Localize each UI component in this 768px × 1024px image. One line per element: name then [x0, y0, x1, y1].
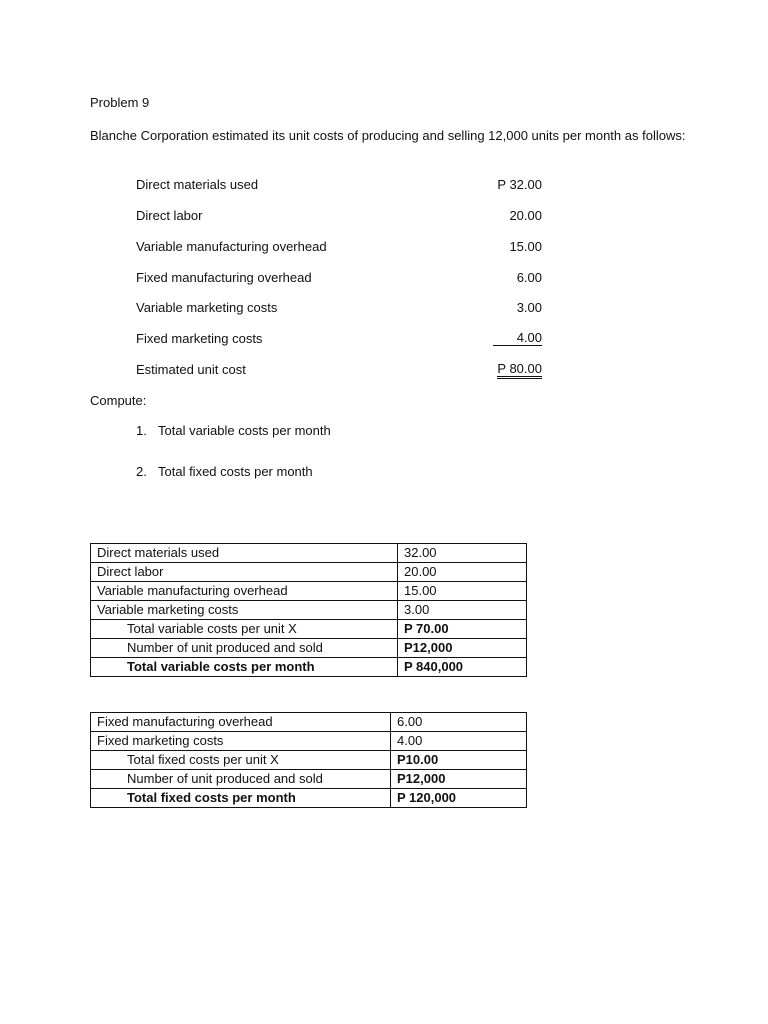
table-cell-label: Total fixed costs per unit X: [91, 751, 391, 770]
table-row: [91, 544, 527, 563]
table-cell-label: Total variable costs per unit X: [91, 620, 398, 639]
table-cell-label: Number of unit produced and sold: [91, 639, 398, 658]
table-row: [91, 639, 527, 658]
table-cell-amount: P 120,000: [391, 789, 527, 808]
unit-cost-label: Variable manufacturing overhead: [136, 239, 327, 254]
list-item-text: Total variable costs per month: [158, 423, 331, 438]
unit-cost-amount: P 32.00: [497, 177, 542, 192]
table-cell-amount: P 840,000: [398, 658, 527, 677]
table-row: [91, 582, 527, 601]
table-row: [91, 713, 527, 732]
table-cell-label: Variable marketing costs: [91, 601, 398, 620]
list-item-text: Total fixed costs per month: [158, 464, 313, 479]
table-row: [91, 751, 527, 770]
list-number: 1.: [136, 423, 147, 438]
table-row: [91, 770, 527, 789]
table-cell-label: Total fixed costs per month: [91, 789, 391, 808]
unit-cost-row: [0, 239, 768, 259]
unit-cost-label: Direct materials used: [136, 177, 259, 192]
table-cell-label: Fixed manufacturing overhead: [91, 713, 391, 732]
unit-cost-amount: 3.00: [516, 300, 542, 315]
table-cell-amount: 32.00: [398, 544, 527, 563]
table-cell-amount: 4.00: [391, 732, 527, 751]
table-row: [91, 563, 527, 582]
table-row: [91, 601, 527, 620]
unit-cost-row: [0, 208, 768, 228]
list-number: 2.: [136, 464, 147, 479]
table-cell-amount: P12,000: [398, 639, 527, 658]
table-cell-amount: 6.00: [391, 713, 527, 732]
compute-list-item: [136, 464, 313, 479]
unit-cost-amount: 4.00: [493, 331, 542, 346]
problem-intro: Blanche Corporation estimated its unit costs of producing and selling 12,000 units per month as follows:: [90, 128, 686, 143]
problem-title: Problem 9: [90, 95, 150, 110]
table-row: [91, 620, 527, 639]
unit-cost-amount: 6.00: [516, 270, 542, 285]
table-cell-label: Variable manufacturing overhead: [91, 582, 398, 601]
table-cell-amount: P10.00: [391, 751, 527, 770]
unit-cost-label: Direct labor: [136, 208, 203, 223]
table-cell-amount: P 70.00: [398, 620, 527, 639]
variable-costs-table: [90, 543, 527, 677]
estimated-unit-cost-amount: P 80.00: [497, 362, 542, 379]
table-cell-label: Fixed marketing costs: [91, 732, 391, 751]
unit-cost-label: Variable marketing costs: [136, 300, 278, 315]
table-cell-label: Total variable costs per month: [91, 658, 398, 677]
table-cell-label: Direct labor: [91, 563, 398, 582]
fixed-costs-table: [90, 712, 527, 808]
compute-list-item: [136, 423, 331, 438]
unit-cost-label: Estimated unit cost: [136, 362, 246, 377]
table-total-row: [91, 789, 527, 808]
unit-cost-row: [0, 270, 768, 290]
table-cell-label: Number of unit produced and sold: [91, 770, 391, 789]
unit-cost-row: [0, 177, 768, 197]
table-row: [91, 732, 527, 751]
unit-cost-label: Fixed marketing costs: [136, 331, 263, 346]
compute-heading: Compute:: [90, 393, 147, 408]
table-cell-amount: P12,000: [391, 770, 527, 789]
table-cell-amount: 15.00: [398, 582, 527, 601]
table-cell-amount: 3.00: [398, 601, 527, 620]
unit-cost-row: [0, 331, 768, 351]
unit-cost-row: [0, 300, 768, 320]
table-cell-label: Direct materials used: [91, 544, 398, 563]
table-total-row: [91, 658, 527, 677]
unit-cost-amount: 20.00: [509, 208, 542, 223]
estimated-unit-cost-row: [0, 362, 768, 382]
unit-cost-amount: 15.00: [509, 239, 542, 254]
unit-cost-label: Fixed manufacturing overhead: [136, 270, 312, 285]
table-cell-amount: 20.00: [398, 563, 527, 582]
